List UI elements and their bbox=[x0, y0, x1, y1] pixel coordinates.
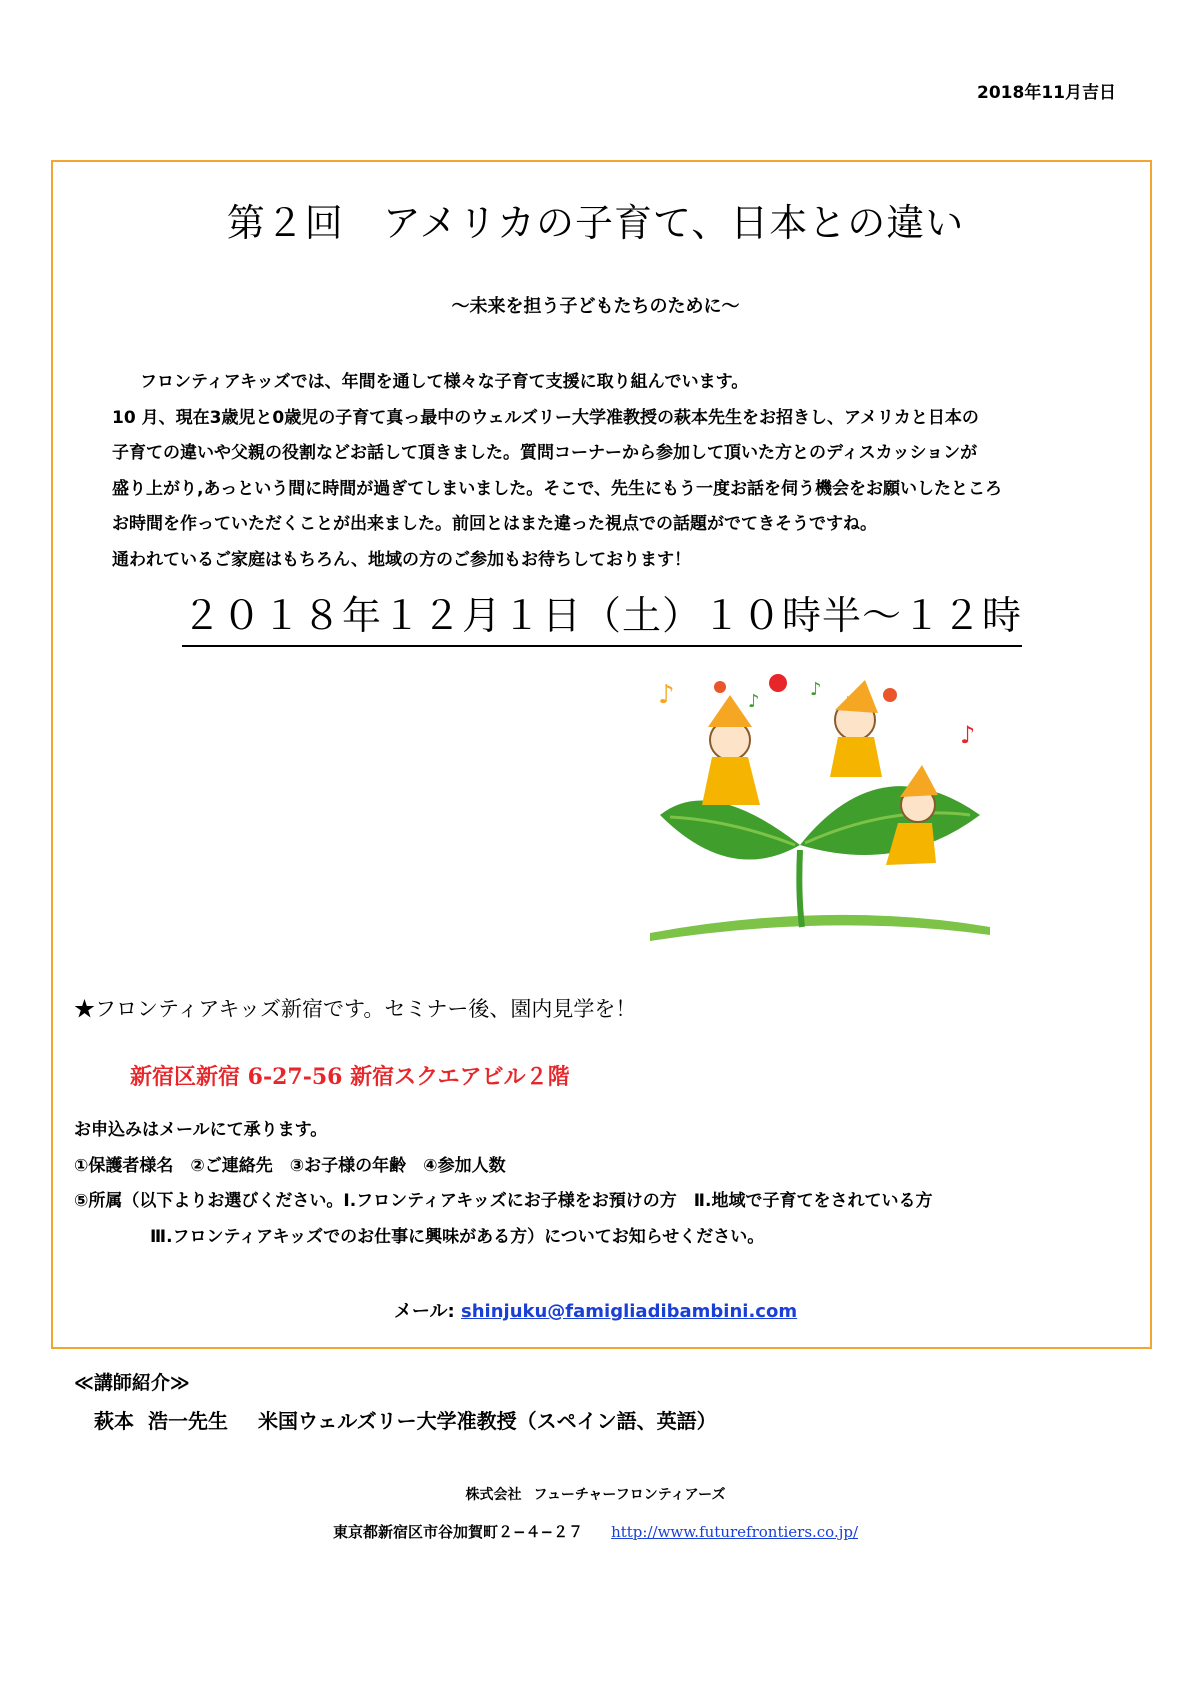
company-name bbox=[0, 1484, 1191, 1504]
event-datetime: ２０１８年１２月１日（土）１０時半～１２時 bbox=[182, 585, 1022, 647]
svg-text:♪: ♪ bbox=[748, 691, 760, 712]
intro-text bbox=[112, 365, 1122, 578]
svg-text:♪: ♪ bbox=[960, 721, 976, 749]
nursery-note: ★フロンティアキッズ新宿です。セミナー後、園内見学を！ bbox=[74, 997, 637, 1021]
intro-line: 10 月、現在3歳児と0歳児の子育て真っ最中のウェルズリー大学准教授の萩本先生をお招きし、アメリカと日本の bbox=[112, 407, 979, 428]
mail-contact bbox=[0, 1297, 1191, 1323]
intro-line: フロンティアキッズでは、年間を通して様々な子育て支援に取り組んでいます。 bbox=[140, 372, 749, 392]
lecturer-given-name: 浩一先生 bbox=[148, 1409, 228, 1433]
application-line: ①保護者様名 ②ご連絡先 ③お子様の年齢 ④参加人数 bbox=[74, 1155, 506, 1176]
intro-line: 盛り上がり,あっという間に時間が過ぎてしまいました。そこで、先生にもう一度お話を伺う機会をお願いしたところ bbox=[112, 478, 1002, 499]
intro-line: 子育ての違いや父親の役割などお話して頂きました。質問コーナーから参加して頂いた方とのディスカッションが bbox=[112, 443, 978, 463]
svg-text:♪: ♪ bbox=[658, 680, 675, 710]
venue-address: 新宿区新宿 6-27-56 新宿スクエアビル２階 bbox=[130, 1064, 570, 1090]
mail-label: メール: bbox=[393, 1301, 462, 1322]
svg-text:♪: ♪ bbox=[842, 693, 854, 714]
lecturer-surname: 萩本 bbox=[94, 1409, 134, 1433]
application-info bbox=[74, 1113, 932, 1255]
lecturer-info bbox=[94, 1405, 717, 1434]
intro-line: 通われているご家庭はもちろん、地域の方のご参加もお待ちしております！ bbox=[112, 549, 692, 570]
company-address: 東京都新宿区市谷加賀町２−４−２７ bbox=[332, 1523, 584, 1541]
company-type: 株式会社 bbox=[465, 1487, 522, 1503]
company-url-link[interactable]: http://www.futurefrontiers.co.jp/ bbox=[611, 1523, 859, 1541]
application-line: ⑤所属（以下よりお選びください。Ⅰ.フロンティアキッズにお子様をお預けの方 Ⅱ.地域で子育てをされている方 bbox=[74, 1191, 933, 1211]
company-title: フューチャーフロンティアーズ bbox=[533, 1487, 726, 1503]
lecturer-heading: ≪講師紹介≫ bbox=[74, 1372, 190, 1394]
company-footer bbox=[0, 1521, 1191, 1542]
children-on-sprout-illustration bbox=[650, 665, 1010, 950]
page-subtitle: ～未来を担う子どもたちのために～ bbox=[451, 296, 740, 317]
application-line: お申込みはメールにて承ります。 bbox=[74, 1120, 328, 1140]
intro-line: お時間を作っていただくことが出来ました。前回とはまた違った視点での話題がでてきそうですね。 bbox=[112, 514, 877, 534]
lecturer-position: 米国ウェルズリー大学准教授（スペイン語、英語） bbox=[258, 1409, 717, 1433]
svg-text:♪: ♪ bbox=[810, 679, 822, 700]
issue-date: 2018年11月吉日 bbox=[977, 83, 1116, 103]
page-title: 第２回 アメリカの子育て、日本との違い bbox=[226, 201, 965, 245]
application-line: Ⅲ.フロンティアキッズでのお仕事に興味がある方）についてお知らせください。 bbox=[150, 1226, 765, 1247]
mail-link[interactable]: shinjuku@famigliadibambini.com bbox=[461, 1301, 798, 1322]
